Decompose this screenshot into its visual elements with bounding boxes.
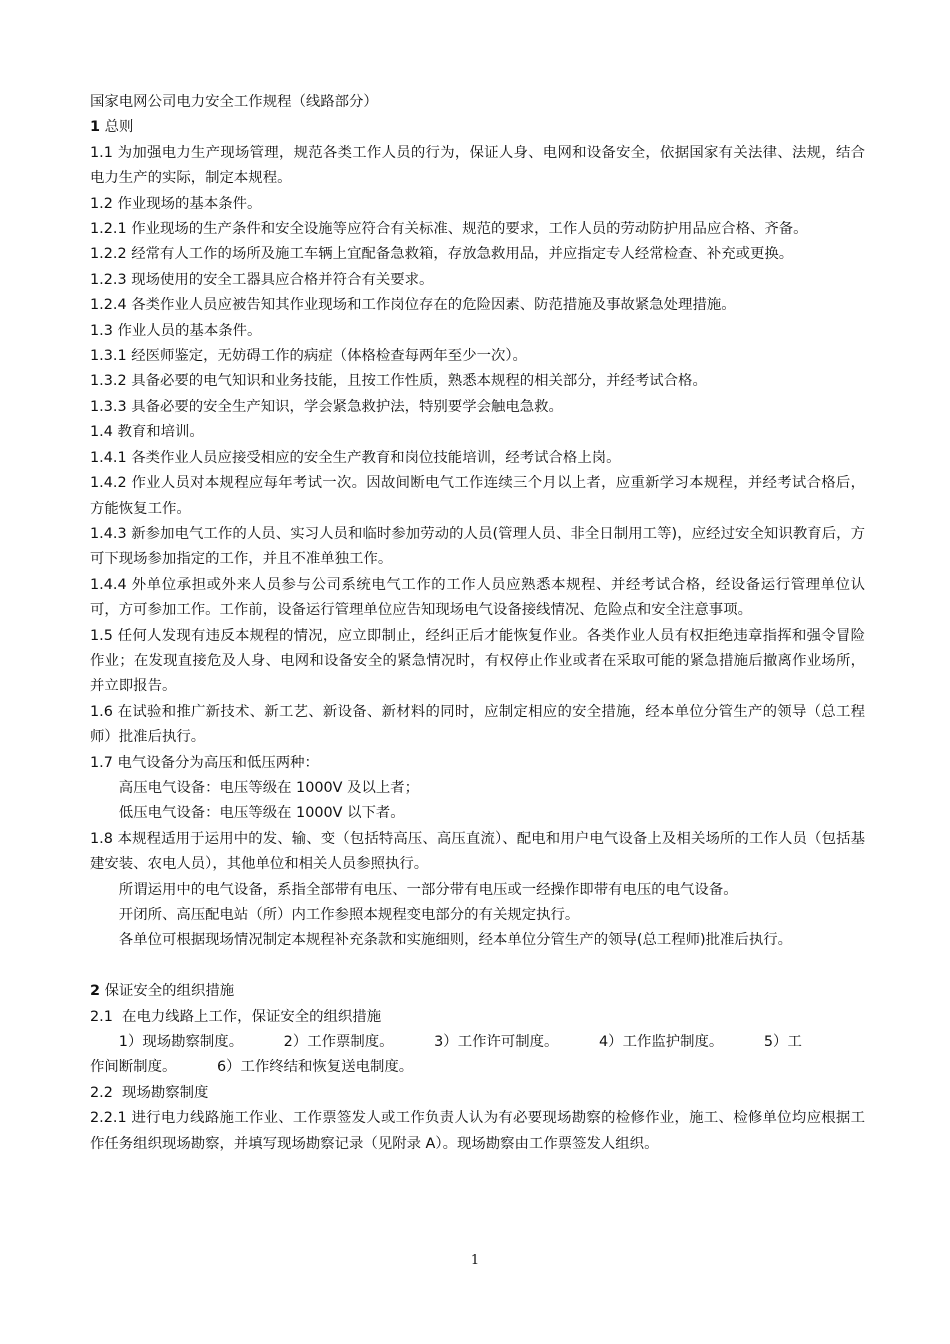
measure-item: 5）工 [763, 1034, 802, 1051]
clause-text: 本规程适用于运用中的发、输、变（包括特高压、高压直流）、配电和用户电气设备上及相关场所的工作人员（包括基建安装、农电人员），其他单位和相关人员参照执行。 [90, 830, 865, 873]
measure-item: 3）工作许可制度。 [434, 1034, 559, 1051]
paragraph-1-7 [90, 751, 865, 776]
page-number: 1 [470, 1253, 480, 1268]
clause-number: 1.8 [90, 830, 113, 847]
heading-text: 保证安全的组织措施 [104, 983, 235, 1000]
clause-text: 各类作业人员应接受相应的安全生产教育和岗位技能培训，经考试合格上岗。 [131, 449, 621, 466]
clause-text: 电气设备分为高压和低压两种： [117, 754, 319, 771]
measures-line-2 [90, 1055, 865, 1080]
clause-number: 1.2.4 [90, 297, 127, 314]
clause-text: 经医师鉴定，无妨碍工作的病症（体格检查每两年至少一次）。 [131, 348, 527, 365]
measures-line-1 [90, 1030, 865, 1055]
clause-number: 1.7 [90, 754, 113, 771]
measure-item: 作间断制度。 [90, 1059, 177, 1076]
paragraph-1-2 [90, 192, 865, 217]
paragraph-1-2-3 [90, 268, 865, 293]
indented-paragraph [90, 878, 865, 903]
clause-text: 各单位可根据现场情况制定本规程补充条款和实施细则，经本单位分管生产的领导(总工程师)批准后执行。 [118, 932, 792, 949]
section-heading-2 [90, 979, 865, 1004]
blank-line [90, 954, 865, 979]
clause-text: 在电力线路上工作，保证安全的组织措施 [122, 1008, 382, 1025]
clause-text: 总则 [104, 119, 134, 136]
clause-number: 2.2.1 [90, 1110, 127, 1127]
clause-number: 1.2.1 [90, 221, 127, 238]
paragraph-1-1 [90, 141, 865, 192]
document-body [90, 90, 865, 1157]
document-title: 国家电网公司电力安全工作规程（线路部分） [90, 94, 378, 110]
clause-text: 具备必要的安全生产知识，学会紧急救护法，特别要学会触电急救。 [131, 398, 563, 415]
clause-text: 低压电气设备：电压等级在 1000V 以下者。 [118, 805, 405, 822]
clause-number: 1.4.2 [90, 475, 127, 492]
clause-number: 1.4.3 [90, 525, 127, 542]
clause-number: 1.5 [90, 627, 113, 644]
paragraph-1-3-2 [90, 369, 865, 394]
paragraph-2-2-1 [90, 1106, 865, 1157]
clause-text: 教育和培训。 [117, 424, 204, 441]
paragraph-2-2 [90, 1081, 865, 1106]
clause-number: 2.2 [90, 1084, 113, 1101]
indented-paragraph [90, 801, 865, 826]
paragraph-1-3-1 [90, 344, 865, 369]
clause-text: 作业现场的基本条件。 [117, 195, 262, 212]
clause-text: 所谓运用中的电气设备，系指全部带有电压、一部分带有电压或一经操作即带有电压的电气设备。 [118, 881, 738, 898]
clause-text: 新参加电气工作的人员、实习人员和临时参加劳动的人员(管理人员、非全日制用工等)，应经过安全知识教育后，方可下现场参加指定的工作，并且不准单独工作。 [90, 525, 866, 568]
clause-number: 1 [90, 119, 101, 136]
clause-number: 1.4.4 [90, 576, 127, 593]
clause-text: 任何人发现有违反本规程的情况，应立即制止，经纠正后才能恢复作业。各类作业人员有权拒绝违章指挥和强令冒险作业；在发现直接危及人身、电网和设备安全的紧急情况时，有权停止作业或者在采取可能的紧急措施后撤离作业场所，并立即报告。 [90, 627, 865, 695]
paragraph-2-1 [90, 1005, 865, 1030]
paragraph-1-3 [90, 319, 865, 344]
clause-text: 作业现场的生产条件和安全设施等应符合有关标准、规范的要求，工作人员的劳动防护用品应合格、齐备。 [131, 221, 808, 238]
indented-paragraph [90, 928, 865, 953]
paragraph-1-4-3 [90, 522, 865, 573]
paragraph-1-5 [90, 624, 865, 700]
paragraph-1-4 [90, 420, 865, 445]
clause-text: 在试验和推广新技术、新工艺、新设备、新材料的同时，应制定相应的安全措施，经本单位分管生产的领导（总工程师）批准后执行。 [90, 703, 865, 746]
clause-text: 高压电气设备：电压等级在 1000V 及以上者； [118, 779, 420, 796]
clause-number: 1.1 [90, 144, 113, 161]
paragraph-1-2-2 [90, 242, 865, 267]
paragraph-1-4-2 [90, 471, 865, 522]
measure-item: 2）工作票制度。 [283, 1034, 394, 1051]
clause-text: 作业人员的基本条件。 [117, 322, 262, 339]
clause-number: 1.3.2 [90, 373, 127, 390]
paragraph-1-4-4 [90, 573, 865, 624]
heading-number: 2 [90, 983, 101, 1000]
clause-number: 1.4.1 [90, 449, 127, 466]
clause-number: 1.6 [90, 703, 113, 720]
paragraph-1-2-4 [90, 293, 865, 318]
indented-paragraph [90, 903, 865, 928]
clause-text: 具备必要的电气知识和业务技能，且按工作性质，熟悉本规程的相关部分，并经考试合格。 [131, 373, 707, 390]
clause-text: 各类作业人员应被告知其作业现场和工作岗位存在的危险因素、防范措施及事故紧急处理措施。 [131, 297, 736, 314]
clause-number: 1.3 [90, 322, 113, 339]
clause-text: 作业人员对本规程应每年考试一次。因故间断电气工作连续三个月以上者，应重新学习本规程，并经考试合格后，方能恢复工作。 [90, 475, 865, 517]
clause-number: 1.2 [90, 195, 113, 212]
paragraph-1-4-1 [90, 446, 865, 471]
measure-item: 6）工作终结和恢复送电制度。 [216, 1059, 414, 1076]
clause-text: 为加强电力生产现场管理，规范各类工作人员的行为，保证人身、电网和设备安全，依据国家有关法律、法规，结合电力生产的实际，制定本规程。 [90, 144, 865, 187]
clause-text: 进行电力线路施工作业、工作票签发人或工作负责人认为有必要现场勘察的检修作业，施工、检修单位均应根据工作任务组织现场勘察，并填写现场勘察记录（见附录 A）。现场勘察由工作票签发人组织。 [90, 1110, 865, 1152]
clause-number: 1.2.3 [90, 271, 127, 288]
indented-paragraph [90, 776, 865, 801]
clause-number: 2.1 [90, 1008, 113, 1025]
clause-number: 1.3.3 [90, 398, 127, 415]
clause-number: 1.2.2 [90, 246, 127, 263]
clause-text: 外单位承担或外来人员参与公司系统电气工作的工作人员应熟悉本规程、并经考试合格，经设备运行管理单位认可，方可参加工作。工作前，设备运行管理单位应告知现场电气设备接线情况、危险点和安全注意事项。 [90, 576, 865, 619]
clause-text: 开闭所、高压配电站（所）内工作参照本规程变电部分的有关规定执行。 [118, 907, 580, 923]
clause-number: 1.3.1 [90, 348, 127, 365]
paragraph-1 [90, 115, 865, 140]
paragraph-1-3-3 [90, 395, 865, 420]
paragraph-1-8 [90, 827, 865, 878]
measure-item: 1）现场勘察制度。 [118, 1034, 244, 1051]
paragraph-1-6 [90, 700, 865, 751]
clause-text: 现场勘察制度 [122, 1084, 209, 1101]
clause-text: 经常有人工作的场所及施工车辆上宜配备急救箱，存放急救用品，并应指定专人经常检查、补充或更换。 [131, 246, 794, 263]
measure-item: 4）工作监护制度。 [599, 1034, 724, 1051]
section-1-paragraphs [90, 115, 865, 953]
clause-number: 1.4 [90, 424, 113, 441]
paragraph-1-2-1 [90, 217, 865, 242]
clause-text: 现场使用的安全工器具应合格并符合有关要求。 [131, 271, 434, 288]
